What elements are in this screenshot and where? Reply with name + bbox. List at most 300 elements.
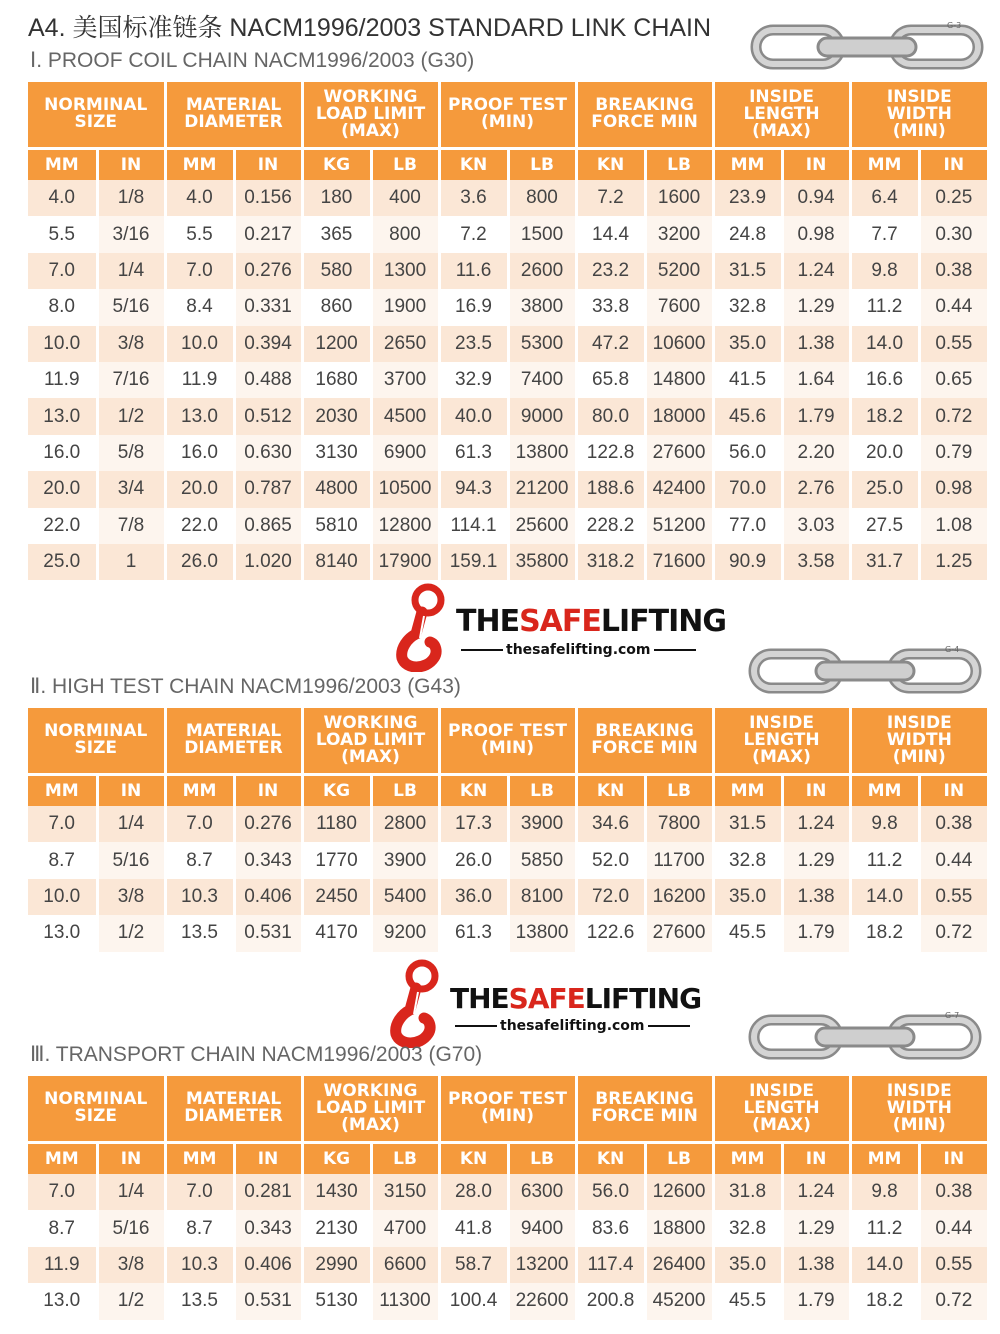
table-cell: 3200	[645, 216, 713, 252]
table-cell: 5850	[508, 842, 576, 878]
header-group	[28, 708, 165, 774]
header-group-row	[28, 708, 987, 774]
header-group-label: FORCE MIN	[591, 1106, 698, 1127]
header-group	[165, 708, 302, 774]
table-cell: 0.276	[234, 806, 302, 842]
table-cell: 80.0	[576, 398, 645, 434]
header-group	[850, 708, 987, 774]
table-cell: 117.4	[576, 1247, 645, 1283]
table-cell: 8100	[508, 879, 576, 915]
table-row	[28, 435, 987, 471]
table-row	[28, 508, 987, 544]
header-group	[28, 1076, 165, 1142]
unit-header: LB	[371, 1142, 439, 1174]
table-cell: 1/2	[97, 398, 165, 434]
header-group-label: INSIDE	[749, 712, 814, 733]
header-group	[165, 1076, 302, 1142]
header-group-label: WORKING	[323, 1080, 418, 1101]
table-cell: 9200	[371, 915, 439, 951]
table-cell: 11.9	[165, 362, 234, 398]
table-cell: 0.406	[234, 879, 302, 915]
table-cell: 65.8	[576, 362, 645, 398]
header-group-label: DIAMETER	[184, 1106, 283, 1127]
table-cell: 1.020	[234, 544, 302, 580]
table-cell: 13.5	[165, 1283, 234, 1319]
table-cell: 3/4	[97, 471, 165, 507]
header-group-label: INSIDE	[749, 86, 814, 107]
unit-header: IN	[919, 774, 987, 806]
table-cell: 45.5	[713, 1283, 782, 1319]
unit-header: IN	[97, 774, 165, 806]
table-cell: 0.72	[919, 915, 987, 951]
table-row	[28, 842, 987, 878]
table-cell: 16.9	[439, 289, 508, 325]
header-group	[302, 708, 439, 774]
header-group	[165, 82, 302, 148]
table-cell: 25.0	[850, 471, 919, 507]
unit-header: MM	[850, 1142, 919, 1174]
table-cell: 7.0	[165, 806, 234, 842]
header-group-row	[28, 82, 987, 148]
header-group-label: SIZE	[74, 1106, 118, 1127]
header-group-label: FORCE MIN	[591, 112, 698, 133]
table-cell: 1/4	[97, 253, 165, 289]
unit-row	[28, 774, 987, 806]
unit-header: LB	[508, 1142, 576, 1174]
table-cell: 13.5	[165, 915, 234, 951]
table-cell: 1/4	[97, 806, 165, 842]
brand-part-3: LIFTING	[584, 982, 702, 1015]
table-cell: 25600	[508, 508, 576, 544]
table-cell: 1.08	[919, 508, 987, 544]
unit-header: LB	[645, 148, 713, 180]
table-cell: 31.7	[850, 544, 919, 580]
header-group-label: (MIN)	[481, 1106, 535, 1127]
chain-tag-1: G-3	[947, 21, 962, 30]
table-cell: 20.0	[28, 471, 97, 507]
header-group-label: NORMINAL	[44, 721, 148, 742]
table-cell: 21200	[508, 471, 576, 507]
table-row	[28, 1210, 987, 1246]
table-cell: 14800	[645, 362, 713, 398]
table-cell: 114.1	[439, 508, 508, 544]
table-cell: 0.331	[234, 289, 302, 325]
table-cell: 1430	[302, 1174, 371, 1210]
table-cell: 35.0	[713, 1247, 782, 1283]
unit-header: MM	[713, 774, 782, 806]
unit-header: LB	[371, 774, 439, 806]
table-cell: 24.8	[713, 216, 782, 252]
table-cell: 0.55	[919, 1247, 987, 1283]
spec-table	[28, 708, 987, 952]
table-row	[28, 544, 987, 580]
header-group-label: LENGTH	[743, 103, 820, 124]
table-cell: 11.2	[850, 1210, 919, 1246]
table-cell: 1300	[371, 253, 439, 289]
table-cell: 188.6	[576, 471, 645, 507]
table-cell: 3/8	[97, 326, 165, 362]
table-cell: 180	[302, 180, 371, 216]
table-cell: 32.8	[713, 289, 782, 325]
unit-header: IN	[782, 774, 850, 806]
table-cell: 1.24	[782, 1174, 850, 1210]
table-row	[28, 1247, 987, 1283]
header-group-label: NORMINAL	[44, 95, 148, 116]
unit-header: MM	[165, 148, 234, 180]
table-cell: 13200	[508, 1247, 576, 1283]
header-group	[576, 82, 713, 148]
table-cell: 800	[371, 216, 439, 252]
unit-header: IN	[234, 774, 302, 806]
unit-header: KN	[576, 148, 645, 180]
table-cell: 77.0	[713, 508, 782, 544]
table-cell: 2650	[371, 326, 439, 362]
header-group	[439, 82, 576, 148]
table-cell: 5200	[645, 253, 713, 289]
table-cell: 0.94	[782, 180, 850, 216]
header-group-label: FORCE MIN	[591, 738, 698, 759]
table-cell: 5400	[371, 879, 439, 915]
table-cell: 13800	[508, 435, 576, 471]
table-cell: 8.0	[28, 289, 97, 325]
table-cell: 1/2	[97, 1283, 165, 1319]
table-cell: 23.5	[439, 326, 508, 362]
brand-part-1: THE	[456, 604, 520, 639]
table-cell: 7.0	[28, 253, 97, 289]
unit-header: MM	[713, 1142, 782, 1174]
table-cell: 3800	[508, 289, 576, 325]
table-cell: 3900	[508, 806, 576, 842]
table-cell: 7.0	[28, 1174, 97, 1210]
header-group-label: DIAMETER	[184, 738, 283, 759]
table-cell: 7.0	[165, 253, 234, 289]
header-group-label: LOAD LIMIT	[315, 1097, 426, 1118]
header-group-label: (MIN)	[892, 120, 946, 141]
table-cell: 3150	[371, 1174, 439, 1210]
table-cell: 1680	[302, 362, 371, 398]
table-row	[28, 253, 987, 289]
table-cell: 0.217	[234, 216, 302, 252]
table-cell: 0.55	[919, 326, 987, 362]
table-cell: 5/16	[97, 842, 165, 878]
table-cell: 16.6	[850, 362, 919, 398]
header-group-label: INSIDE	[886, 712, 952, 733]
table-cell: 7.2	[576, 180, 645, 216]
table-cell: 33.8	[576, 289, 645, 325]
header-group	[439, 708, 576, 774]
table-cell: 16200	[645, 879, 713, 915]
page-title: A4. 美国标准链条 NACM1996/2003 STANDARD LINK CHAIN	[28, 14, 712, 42]
header-group	[28, 82, 165, 148]
table-cell: 0.531	[234, 915, 302, 951]
table-cell: 7/8	[97, 508, 165, 544]
unit-header: KN	[439, 1142, 508, 1174]
header-group	[713, 82, 850, 148]
table-cell: 25.0	[28, 544, 97, 580]
unit-header: IN	[234, 1142, 302, 1174]
unit-header: KG	[302, 774, 371, 806]
unit-header: MM	[165, 1142, 234, 1174]
table-cell: 1/4	[97, 1174, 165, 1210]
table-cell: 0.343	[234, 1210, 302, 1246]
table-cell: 5130	[302, 1283, 371, 1319]
unit-header: IN	[234, 148, 302, 180]
header-group-label: BREAKING	[595, 95, 694, 116]
table-cell: 580	[302, 253, 371, 289]
table-cell: 8140	[302, 544, 371, 580]
unit-header: KG	[302, 148, 371, 180]
table-cell: 12600	[645, 1174, 713, 1210]
table-row	[28, 289, 987, 325]
table-cell: 1.24	[782, 253, 850, 289]
table-cell: 23.9	[713, 180, 782, 216]
chain-link-icon	[746, 1006, 986, 1066]
header-group-label: LOAD LIMIT	[315, 729, 426, 750]
table-cell: 4170	[302, 915, 371, 951]
unit-header: KN	[439, 774, 508, 806]
table-cell: 11.6	[439, 253, 508, 289]
table-cell: 10.0	[28, 326, 97, 362]
table-cell: 22600	[508, 1283, 576, 1319]
unit-header: IN	[97, 148, 165, 180]
table-cell: 7.0	[28, 806, 97, 842]
table-cell: 4800	[302, 471, 371, 507]
table-cell: 365	[302, 216, 371, 252]
table-cell: 13.0	[28, 1283, 97, 1319]
table-cell: 2600	[508, 253, 576, 289]
brand-url: thesafelifting.com	[458, 642, 699, 658]
unit-row	[28, 1142, 987, 1174]
section-title: Ⅰ. PROOF COIL CHAIN NACM1996/2003 (G30)	[30, 49, 475, 72]
header-group	[850, 1076, 987, 1142]
section-title: Ⅲ. TRANSPORT CHAIN NACM1996/2003 (G70)	[30, 1043, 483, 1066]
header-group-label: MATERIAL	[185, 721, 282, 742]
table-cell: 10.3	[165, 1247, 234, 1283]
table-row	[28, 326, 987, 362]
table-cell: 18000	[645, 398, 713, 434]
table-cell: 0.25	[919, 180, 987, 216]
spec-table	[28, 82, 987, 580]
table-cell: 3/8	[97, 1247, 165, 1283]
table-cell: 26.0	[165, 544, 234, 580]
table-cell: 47.2	[576, 326, 645, 362]
header-group	[439, 1076, 576, 1142]
table-cell: 400	[371, 180, 439, 216]
table-cell: 58.7	[439, 1247, 508, 1283]
unit-header: IN	[782, 148, 850, 180]
table-cell: 94.3	[439, 471, 508, 507]
table-cell: 3.58	[782, 544, 850, 580]
header-group-label: LENGTH	[743, 1097, 820, 1118]
table-cell: 228.2	[576, 508, 645, 544]
table-cell: 0.98	[919, 471, 987, 507]
unit-header: IN	[97, 1142, 165, 1174]
table-cell: 32.9	[439, 362, 508, 398]
unit-header: MM	[713, 148, 782, 180]
table-cell: 6600	[371, 1247, 439, 1283]
header-group	[713, 708, 850, 774]
table-cell: 8.4	[165, 289, 234, 325]
unit-header: KG	[302, 1142, 371, 1174]
table-cell: 122.8	[576, 435, 645, 471]
table-cell: 31.5	[713, 806, 782, 842]
table-cell: 0.488	[234, 362, 302, 398]
table-cell: 36.0	[439, 879, 508, 915]
table-row	[28, 879, 987, 915]
unit-header: MM	[28, 1142, 97, 1174]
unit-header: MM	[28, 148, 97, 180]
table-cell: 7400	[508, 362, 576, 398]
table-row	[28, 398, 987, 434]
unit-header: LB	[508, 774, 576, 806]
table-cell: 5.5	[28, 216, 97, 252]
table-cell: 3.03	[782, 508, 850, 544]
table-cell: 35.0	[713, 326, 782, 362]
table-cell: 0.44	[919, 1210, 987, 1246]
header-group-label: LENGTH	[743, 729, 820, 750]
table-cell: 3700	[371, 362, 439, 398]
table-cell: 1.38	[782, 326, 850, 362]
table-cell: 9.8	[850, 806, 919, 842]
table-cell: 1.29	[782, 289, 850, 325]
table-cell: 3900	[371, 842, 439, 878]
header-group-label: WIDTH	[886, 729, 952, 750]
table-cell: 1.79	[782, 1283, 850, 1319]
table-cell: 42400	[645, 471, 713, 507]
header-group	[302, 82, 439, 148]
table-cell: 1.79	[782, 915, 850, 951]
table-cell: 31.8	[713, 1174, 782, 1210]
table-cell: 0.512	[234, 398, 302, 434]
header-group-label: LOAD LIMIT	[315, 103, 426, 124]
table-cell: 0.44	[919, 289, 987, 325]
table-cell: 0.281	[234, 1174, 302, 1210]
table-cell: 1.29	[782, 842, 850, 878]
table-cell: 9000	[508, 398, 576, 434]
header-group-label: (MIN)	[481, 738, 535, 759]
table-cell: 8.7	[165, 1210, 234, 1246]
header-group	[713, 1076, 850, 1142]
table-cell: 5810	[302, 508, 371, 544]
table-cell: 7/16	[97, 362, 165, 398]
table-cell: 20.0	[850, 435, 919, 471]
table-cell: 14.0	[850, 1247, 919, 1283]
table-cell: 0.79	[919, 435, 987, 471]
table-cell: 0.72	[919, 1283, 987, 1319]
table-cell: 1.64	[782, 362, 850, 398]
table-cell: 14.0	[850, 326, 919, 362]
unit-header: MM	[850, 148, 919, 180]
table-cell: 6300	[508, 1174, 576, 1210]
table-cell: 7.2	[439, 216, 508, 252]
table-cell: 18.2	[850, 398, 919, 434]
table-cell: 1/8	[97, 180, 165, 216]
table-cell: 1900	[371, 289, 439, 325]
chain-link-icon	[748, 16, 988, 76]
table-cell: 83.6	[576, 1210, 645, 1246]
table-cell: 2990	[302, 1247, 371, 1283]
table-cell: 5300	[508, 326, 576, 362]
table-cell: 34.6	[576, 806, 645, 842]
table-cell: 56.0	[713, 435, 782, 471]
table-cell: 11.2	[850, 289, 919, 325]
header-group-label: (MIN)	[481, 112, 535, 133]
table-cell: 1.29	[782, 1210, 850, 1246]
unit-header: KN	[576, 774, 645, 806]
table-cell: 9.8	[850, 1174, 919, 1210]
table-cell: 2130	[302, 1210, 371, 1246]
table-cell: 17900	[371, 544, 439, 580]
header-group	[850, 82, 987, 148]
table-cell: 23.2	[576, 253, 645, 289]
table-cell: 5/16	[97, 289, 165, 325]
table-cell: 0.98	[782, 216, 850, 252]
spec-table	[28, 1076, 987, 1320]
table-cell: 16.0	[165, 435, 234, 471]
header-group	[576, 708, 713, 774]
table-cell: 0.30	[919, 216, 987, 252]
brand-part-1: THE	[450, 982, 509, 1015]
unit-header: KN	[439, 148, 508, 180]
table-cell: 7800	[645, 806, 713, 842]
table-cell: 10600	[645, 326, 713, 362]
table-cell: 0.531	[234, 1283, 302, 1319]
table-cell: 32.8	[713, 1210, 782, 1246]
table-cell: 4.0	[28, 180, 97, 216]
brand-part-2: SAFE	[508, 982, 585, 1015]
table-cell: 5/16	[97, 1210, 165, 1246]
table-cell: 9.8	[850, 253, 919, 289]
table-cell: 35.0	[713, 879, 782, 915]
header-group-label: PROOF TEST	[448, 95, 568, 116]
table-cell: 11700	[645, 842, 713, 878]
header-group-label: SIZE	[74, 738, 118, 759]
table-cell: 56.0	[576, 1174, 645, 1210]
table-cell: 0.44	[919, 842, 987, 878]
table-cell: 1.38	[782, 1247, 850, 1283]
table-cell: 8.7	[28, 1210, 97, 1246]
table-cell: 2.20	[782, 435, 850, 471]
table-cell: 3130	[302, 435, 371, 471]
unit-header: MM	[28, 774, 97, 806]
unit-header: IN	[782, 1142, 850, 1174]
brand-logo	[380, 958, 700, 1048]
table-cell: 11.9	[28, 1247, 97, 1283]
header-group-label: BREAKING	[595, 1089, 694, 1110]
table-cell: 22.0	[28, 508, 97, 544]
table-cell: 5/8	[97, 435, 165, 471]
unit-header: LB	[645, 774, 713, 806]
header-group-label: DIAMETER	[184, 112, 283, 133]
header-group-label: (MAX)	[341, 120, 400, 141]
table-cell: 22.0	[165, 508, 234, 544]
table-cell: 1/2	[97, 915, 165, 951]
table-cell: 1500	[508, 216, 576, 252]
table-cell: 10.0	[28, 879, 97, 915]
table-cell: 10500	[371, 471, 439, 507]
table-cell: 860	[302, 289, 371, 325]
header-group-label: MATERIAL	[185, 1089, 282, 1110]
table-cell: 26400	[645, 1247, 713, 1283]
table-row	[28, 1174, 987, 1210]
table-cell: 13.0	[165, 398, 234, 434]
hook-icon	[380, 958, 450, 1048]
table-cell: 27.5	[850, 508, 919, 544]
chain-tag-3: G-7	[945, 1011, 960, 1020]
table-cell: 3/8	[97, 879, 165, 915]
brand-part-3: LIFTING	[600, 604, 727, 639]
header-group-label: (MAX)	[752, 120, 811, 141]
